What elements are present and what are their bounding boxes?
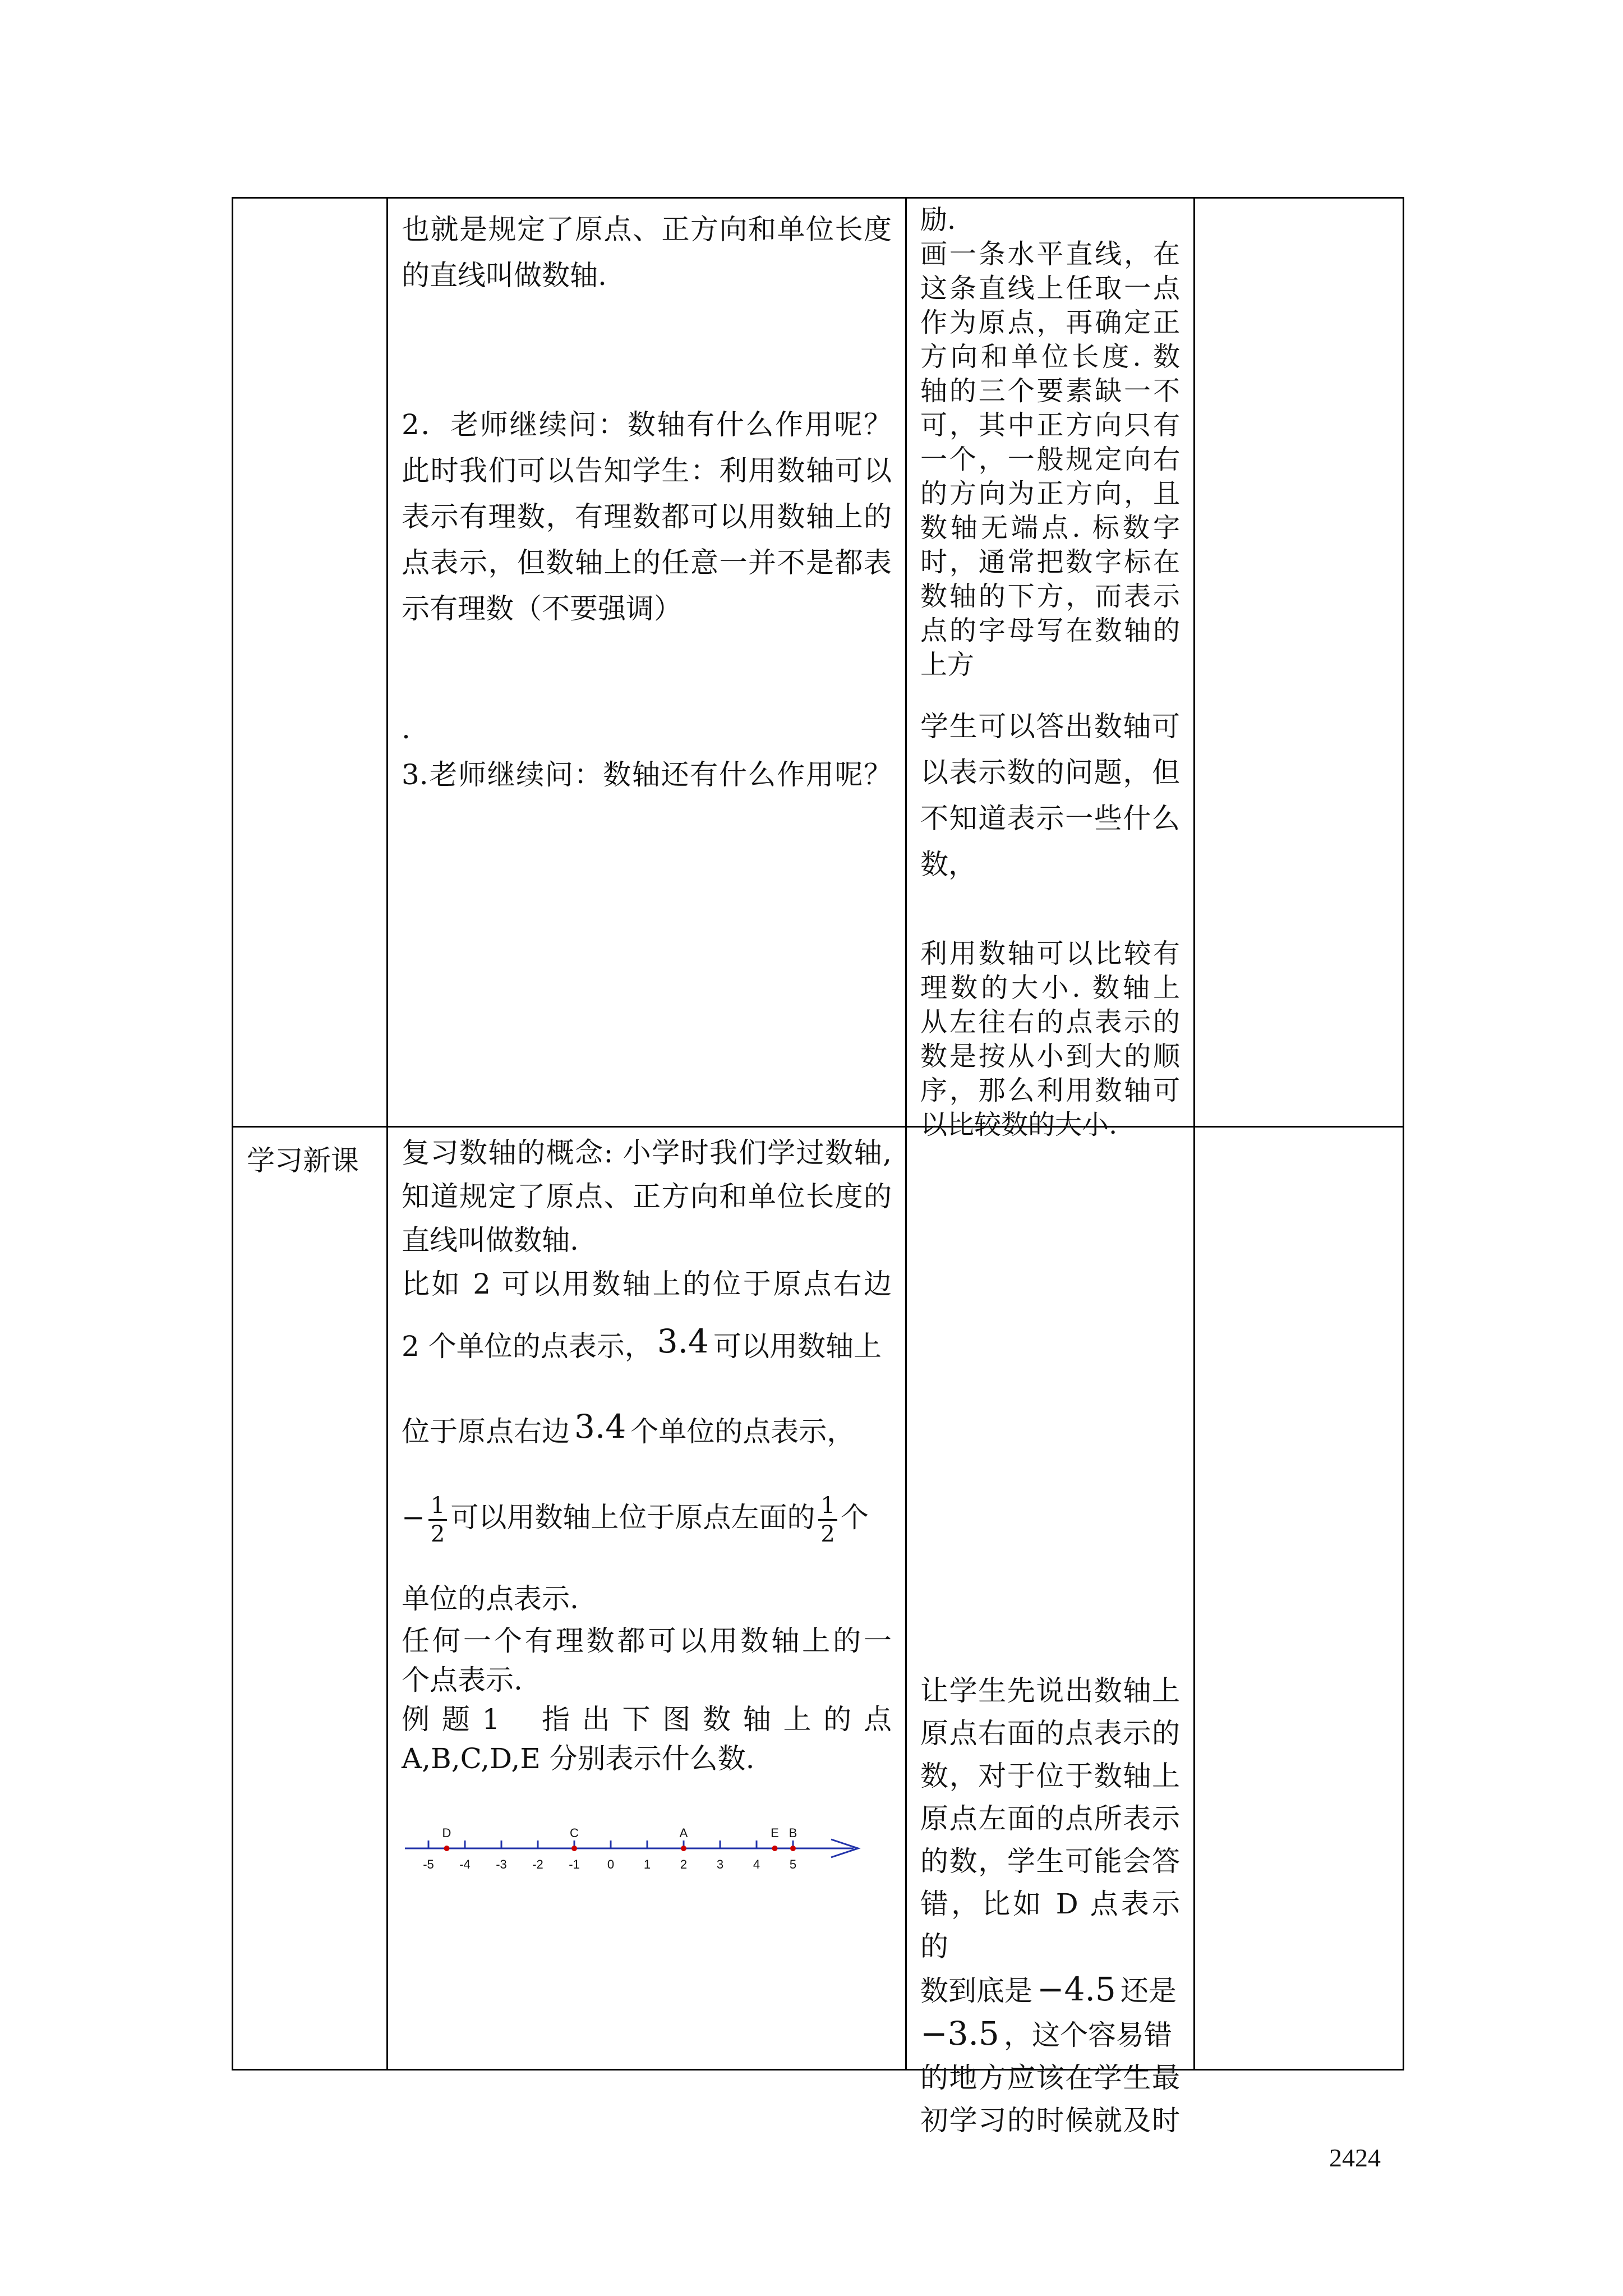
text-line: 画一条水平直线，在 (920, 238, 1180, 270)
text-span: 可以用数轴上位于原点左面的 (450, 1501, 815, 1534)
stage-cell (233, 1127, 388, 2070)
text-line (920, 1968, 1180, 2012)
text-line: 复习数轴的概念: 小学时我们学过数轴, (402, 1137, 892, 1169)
table-row-continued (233, 198, 1404, 1127)
text-line: 例 题 1 指 出 下 图 数 轴 上 的 点 (402, 1703, 892, 1736)
text-line: 数是按从小到大的顺 (920, 1041, 1180, 1072)
text-line: 比如 2 可以用数轴上的位于原点右边 (402, 1268, 892, 1300)
student-activity-cell (906, 198, 1195, 1140)
fraction-numerator: 1 (818, 1492, 837, 1521)
number-line-tick-label: -3 (496, 1857, 507, 1871)
text-line: 励. (920, 204, 956, 236)
text-span: 还是 (1120, 1975, 1177, 2007)
text-line: 方向和单位长度. 数 (920, 341, 1180, 372)
text-line: 以比较数的大小. (920, 1109, 1118, 1140)
text-line: 的方向为正方向，且 (920, 478, 1180, 509)
text-line: 数， (920, 848, 976, 881)
notes-cell-empty (1195, 198, 1404, 1127)
text-line: 学生可以答出数轴可 (920, 710, 1180, 743)
text-line: 序，那么利用数轴可 (920, 1075, 1180, 1106)
text-line: 以表示数的问题，但 (920, 756, 1180, 789)
number-line-point-label: C (570, 1826, 579, 1840)
table-row-new-lesson (233, 1127, 1404, 2070)
text-line: 的直线叫做数轴. (402, 259, 607, 292)
number-line-point (772, 1846, 778, 1851)
text-line: 的地方应该在学生最 (920, 2062, 1180, 2094)
math-value: 3.4 (574, 1407, 626, 1446)
number-line-point-label: E (771, 1826, 779, 1840)
number-line-tick-label: 2 (680, 1857, 688, 1871)
page-number: 2424 (1329, 2143, 1381, 2172)
notes-cell-empty (1195, 1127, 1404, 2070)
text-line (402, 1401, 892, 1457)
text-line: 个点表示. (402, 1664, 523, 1696)
text-line: 任何一个有理数都可以用数轴上的一 (402, 1625, 892, 1657)
text-span: 2 个单位的点表示， (402, 1330, 653, 1363)
text-line: 点的字母写在数轴的 (920, 615, 1180, 646)
number-line-tick-label: -1 (569, 1857, 580, 1871)
stage-cell-empty (233, 198, 388, 1127)
teacher-activity-cell (388, 198, 906, 1127)
teacher-activity-cell (388, 1127, 906, 2070)
text-line: 原点左面的点所表示 (920, 1802, 1180, 1835)
math-value: 3.4 (657, 1322, 709, 1360)
text-line: 2．老师继续问：数轴有什么作用呢？ (402, 408, 892, 441)
math-value: −3.5 (920, 2014, 999, 2053)
number-line-tick-label: -4 (459, 1857, 471, 1871)
fraction (428, 1492, 447, 1548)
text-line (920, 2012, 1180, 2056)
text-line: 初学习的时候就及时 (920, 2104, 1180, 2137)
number-line-tick-label: -5 (423, 1857, 434, 1871)
number-line-point (790, 1846, 796, 1851)
text-line: 原点右面的点表示的 (920, 1717, 1180, 1750)
text-line: 示有理数（不要强调） (402, 592, 682, 625)
number-line-figure (405, 1815, 865, 1876)
stage-label: 学习新课 (247, 1144, 359, 1177)
lesson-plan-table (232, 197, 1404, 2137)
text-line: 错，比如 D 点表示的 (920, 1888, 1180, 1963)
number-line-tick-label: 3 (716, 1857, 724, 1871)
number-line-point-label: A (679, 1826, 688, 1840)
text-span: ，这个容易错 (1003, 2019, 1172, 2051)
number-line-point-label: D (442, 1826, 451, 1840)
number-line-point (444, 1846, 450, 1851)
text-line: 利用数轴可以比较有 (920, 938, 1180, 969)
text-line: 知道规定了原点、正方向和单位长度的 (402, 1180, 892, 1213)
text-line: 数轴无端点. 标数字 (920, 512, 1180, 544)
text-span: 可以用数轴上 (713, 1330, 882, 1363)
text-line: 的数，学生可能会答 (920, 1845, 1180, 1878)
text-line: 数，对于位于数轴上 (920, 1760, 1180, 1792)
fraction-denominator: 2 (820, 1521, 835, 1547)
student-activity-cell (906, 1127, 1195, 2137)
text-line: 不知道表示一些什么 (920, 802, 1180, 835)
text-line: 这条直线上任取一点 (920, 273, 1180, 304)
text-line: 也就是规定了原点、正方向和单位长度 (402, 213, 892, 246)
number-line-tick-label: 1 (643, 1857, 651, 1871)
fraction (818, 1492, 837, 1548)
text-line: 让学生先说出数轴上 (920, 1674, 1180, 1707)
number-line-point-label: B (789, 1826, 797, 1840)
text-line: 理数的大小. 数轴上 (920, 972, 1180, 1004)
text-line: 点表示，但数轴上的任意一并不是都表 (402, 546, 892, 579)
text-line: 直线叫做数轴. (402, 1224, 579, 1257)
text-line: 一个，一般规定向右 (920, 444, 1180, 475)
text-line (402, 1487, 892, 1548)
text-line: . (402, 712, 411, 745)
text-line: 上方 (920, 649, 975, 680)
number-line-tick-label: -2 (532, 1857, 543, 1871)
text-line (402, 1316, 892, 1372)
text-line: 轴的三个要素缺一不 (920, 375, 1180, 407)
number-line-tick-label: 5 (789, 1857, 797, 1871)
text-span: 个单位的点表示， (630, 1415, 855, 1448)
fraction-denominator: 2 (430, 1521, 445, 1547)
text-line: 表示有理数，有理数都可以用数轴上的 (402, 500, 892, 533)
text-line: 作为原点，再确定正 (920, 307, 1180, 338)
text-line: 3.老师继续问：数轴还有什么作用呢？ (402, 758, 892, 791)
minus-sign: − (402, 1501, 425, 1534)
text-span: 数到底是 (920, 1975, 1032, 2007)
text-line: 可，其中正方向只有 (920, 409, 1180, 441)
math-value: −4.5 (1037, 1970, 1116, 2008)
text-line: 从左往右的点表示的 (920, 1006, 1180, 1038)
number-line-tick-label: 0 (607, 1857, 615, 1871)
fraction-numerator: 1 (428, 1492, 447, 1521)
text-line: 此时我们可以告知学生：利用数轴可以 (402, 454, 892, 487)
number-line-point (681, 1846, 686, 1851)
text-line: 单位的点表示. (402, 1582, 579, 1615)
text-span: 个 (840, 1501, 869, 1534)
text-line: 时，通常把数字标在 (920, 546, 1180, 578)
text-line: 数轴的下方，而表示 (920, 581, 1180, 612)
text-span: 位于原点右边 (402, 1415, 570, 1448)
text-line: A,B,C,D,E 分别表示什么数. (402, 1742, 755, 1775)
number-line-point (571, 1846, 577, 1851)
number-line-tick-label: 4 (753, 1857, 760, 1871)
